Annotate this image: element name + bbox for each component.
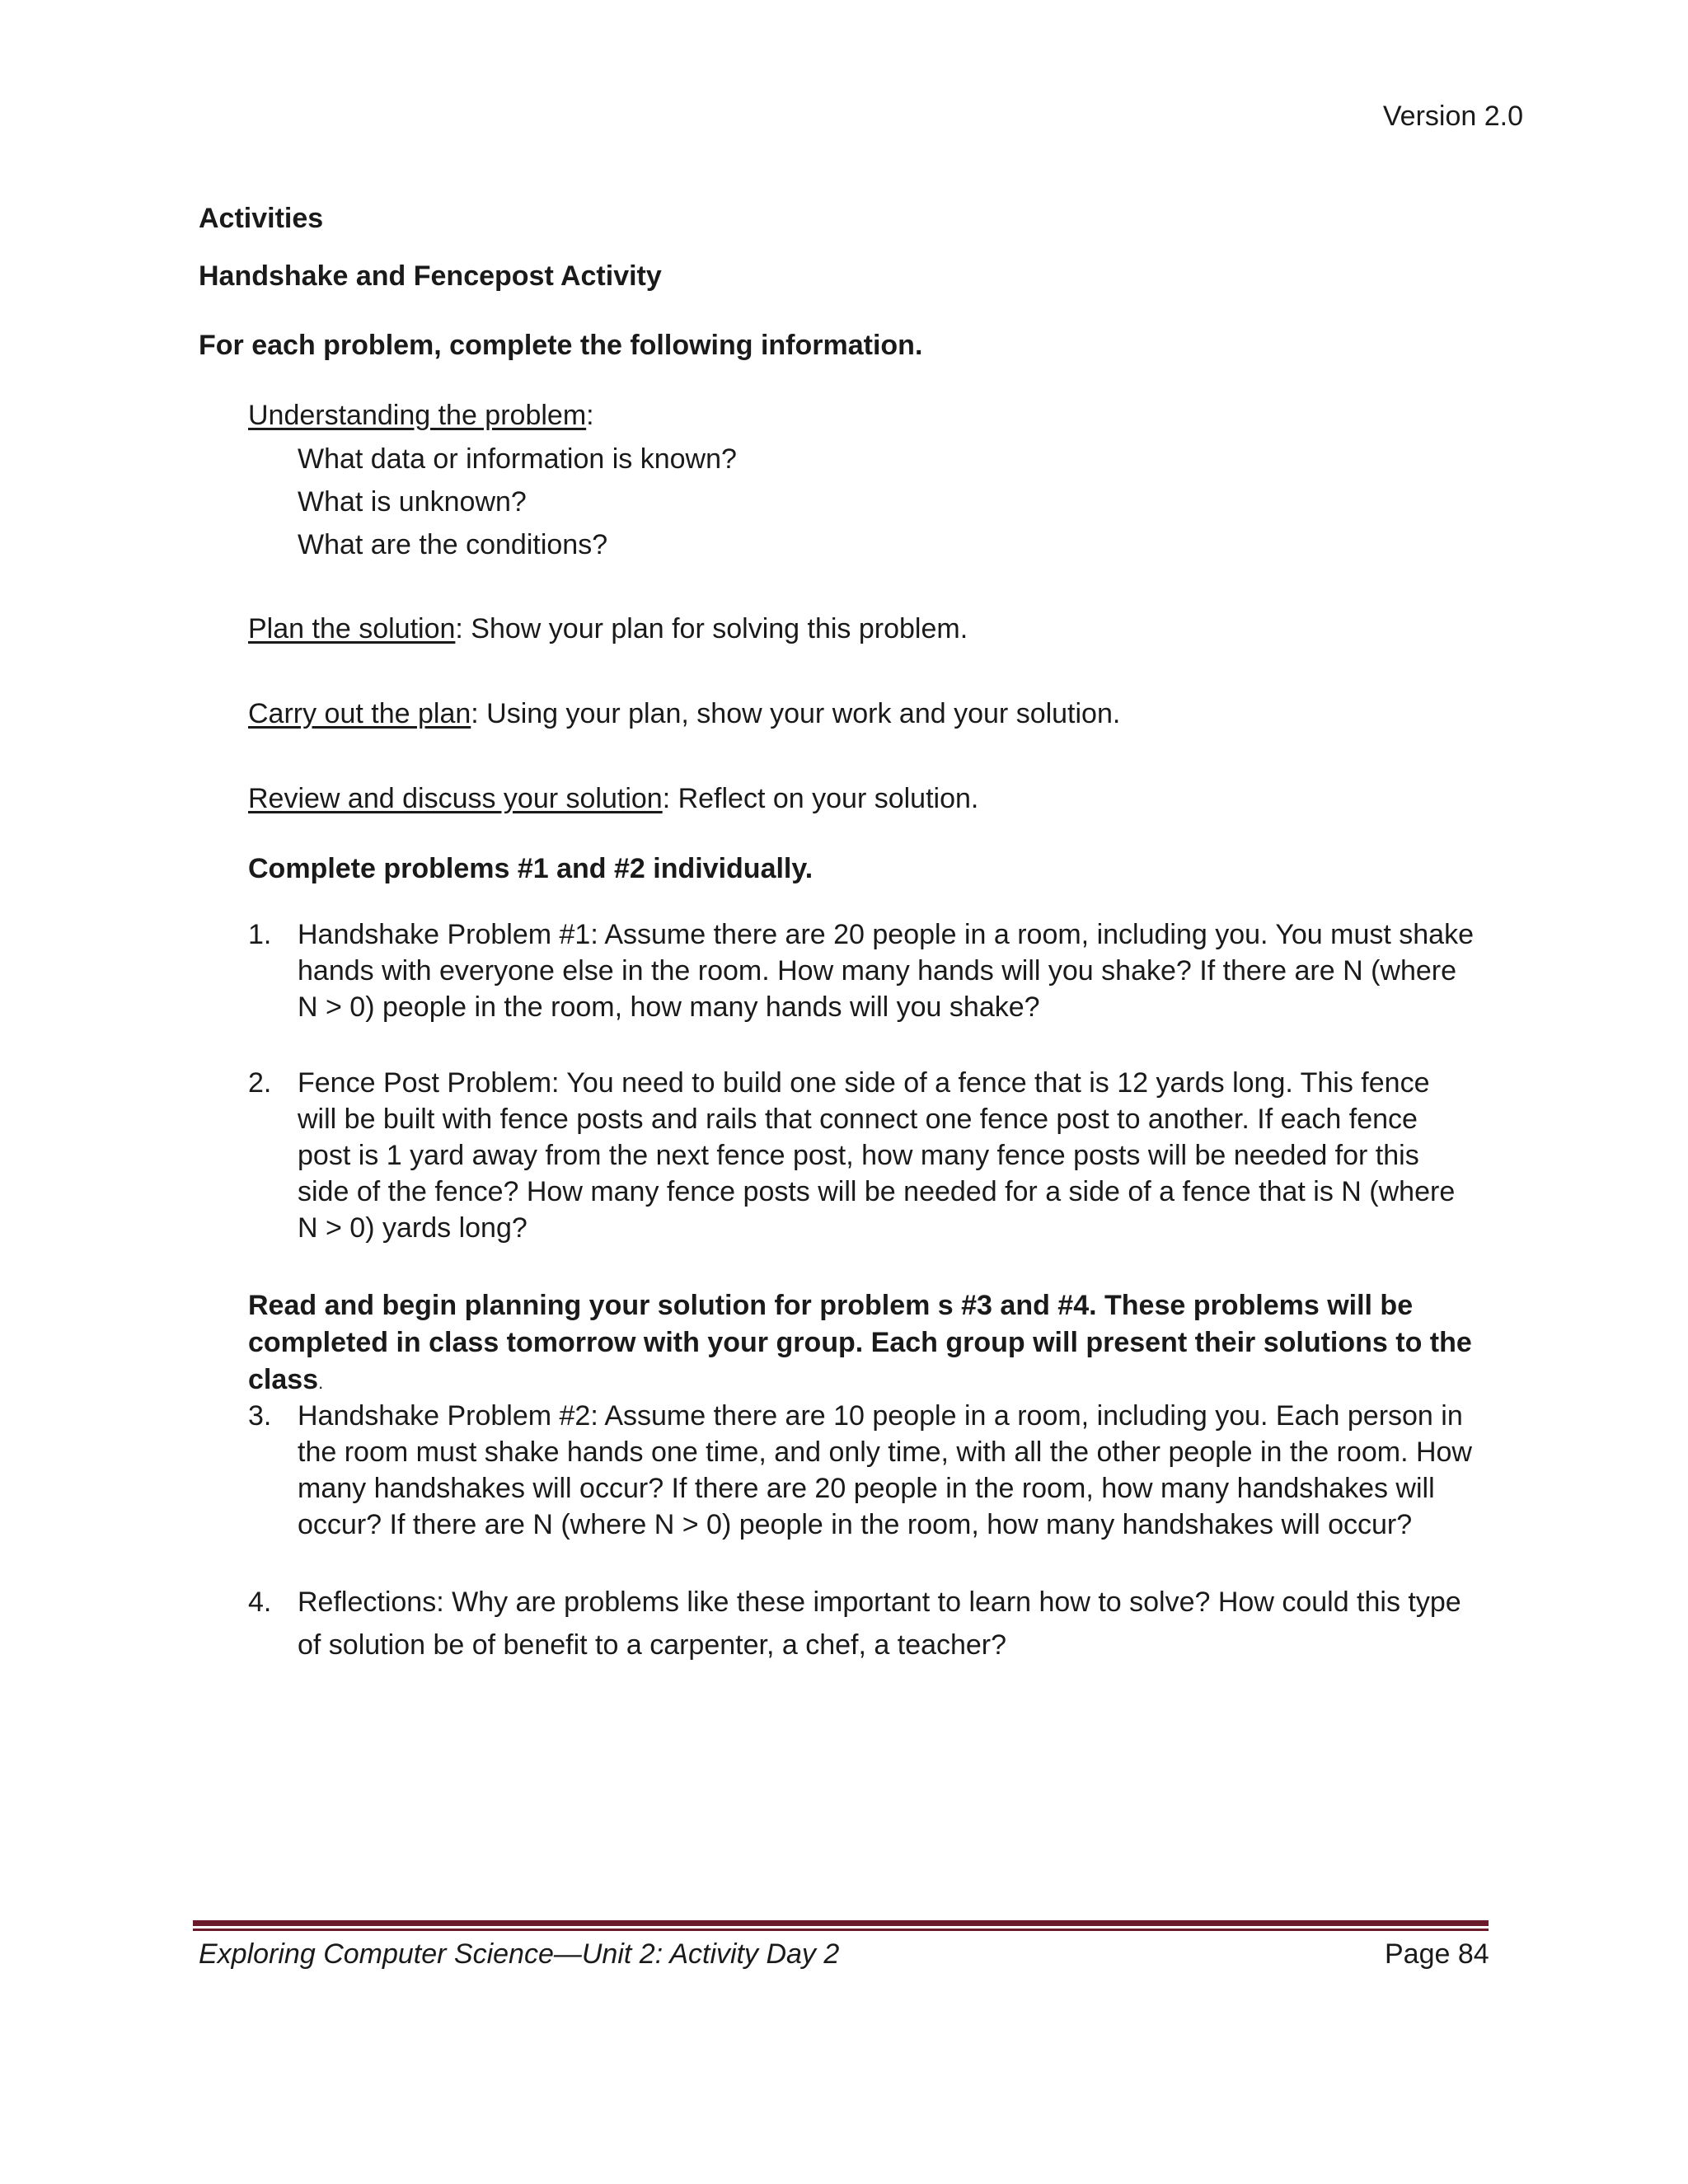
problem-item: [248, 916, 1476, 1025]
problem-item: [248, 1398, 1476, 1543]
problem-number: 4.: [248, 1586, 272, 1618]
problem-text: Handshake Problem #1: Assume there are 20 people in a room, including you. You must shake hands with everyone else in the room. How many hands will you shake? If there are N (where N > 0) people in the room, how many hands will you shake?: [298, 919, 1474, 1023]
problem-text: Reflections: Why are problems like these important to learn how to solve? How could this type of solution be of benefit to a carpenter, a chef, a teacher?: [298, 1586, 1461, 1661]
problem-number: 2.: [248, 1067, 272, 1099]
understanding-question-unknown: What is unknown?: [298, 486, 527, 518]
problem-item: [248, 1065, 1476, 1246]
understanding-question-conditions: What are the conditions?: [298, 529, 608, 560]
individual-note: Complete problems #1 and #2 individually.: [248, 853, 814, 884]
problem-text: Handshake Problem #2: Assume there are 10 people in a room, including you. Each person in the room must shake hands one time, and only time, with all the other people in the room. How many handshakes will occur? If there are 20 people in the room, how many handshakes will occur? If there are N (where N > 0) people in the room, how many handshakes will occur?: [298, 1400, 1472, 1540]
step-carry-label: Carry out the plan: [248, 698, 471, 729]
section-heading: Activities: [199, 203, 324, 234]
step-review-label: Review and discuss your solution: [248, 783, 663, 814]
step-plan-label: Plan the solution: [248, 613, 456, 644]
step-plan: [248, 613, 968, 645]
step-review-text: : Reflect on your solution.: [662, 783, 979, 814]
problem-number: 3.: [248, 1400, 272, 1432]
version-label: Version 2.0: [1382, 101, 1523, 132]
group-note-period: .: [318, 1372, 324, 1393]
footer-title: Exploring Computer Science—Unit 2: Activity Day 2: [199, 1938, 840, 1970]
step-carry-text: : Using your plan, show your work and your solution.: [471, 698, 1121, 729]
problem-number: 1.: [248, 919, 272, 950]
problem-item: [248, 1581, 1476, 1666]
problem-text: Fence Post Problem: You need to build one side of a fence that is 12 yards long. This fence will be built with fence posts and rails that connect one fence post to another. If each fence post is 1 yard away from the next fence post, how many fence posts will be needed for this side of the fence? How many fence posts will be needed for a side of a fence that is N (where N > 0) yards long?: [298, 1067, 1456, 1244]
activity-title: Handshake and Fencepost Activity: [199, 260, 662, 292]
step-understanding: [248, 400, 594, 432]
step-understanding-label: Understanding the problem: [248, 400, 587, 431]
step-plan-text: : Show your plan for solving this problem.: [455, 613, 968, 644]
step-review: [248, 783, 978, 815]
step-understanding-colon: :: [586, 400, 594, 431]
group-note: [248, 1287, 1484, 1401]
page-number: Page 84: [1385, 1938, 1489, 1970]
footer-rule-thin: [193, 1929, 1489, 1931]
group-note-text: Read and begin planning your solution for problem s #3 and #4. These problems will be completed in class tomorrow with your group. Each group will present their solutions to the class: [248, 1290, 1472, 1395]
footer-rule-thick: [193, 1920, 1489, 1926]
understanding-question-known: What data or information is known?: [298, 443, 737, 475]
step-carry-out: [248, 698, 1120, 730]
instruction-heading: For each problem, complete the following information.: [199, 330, 923, 361]
